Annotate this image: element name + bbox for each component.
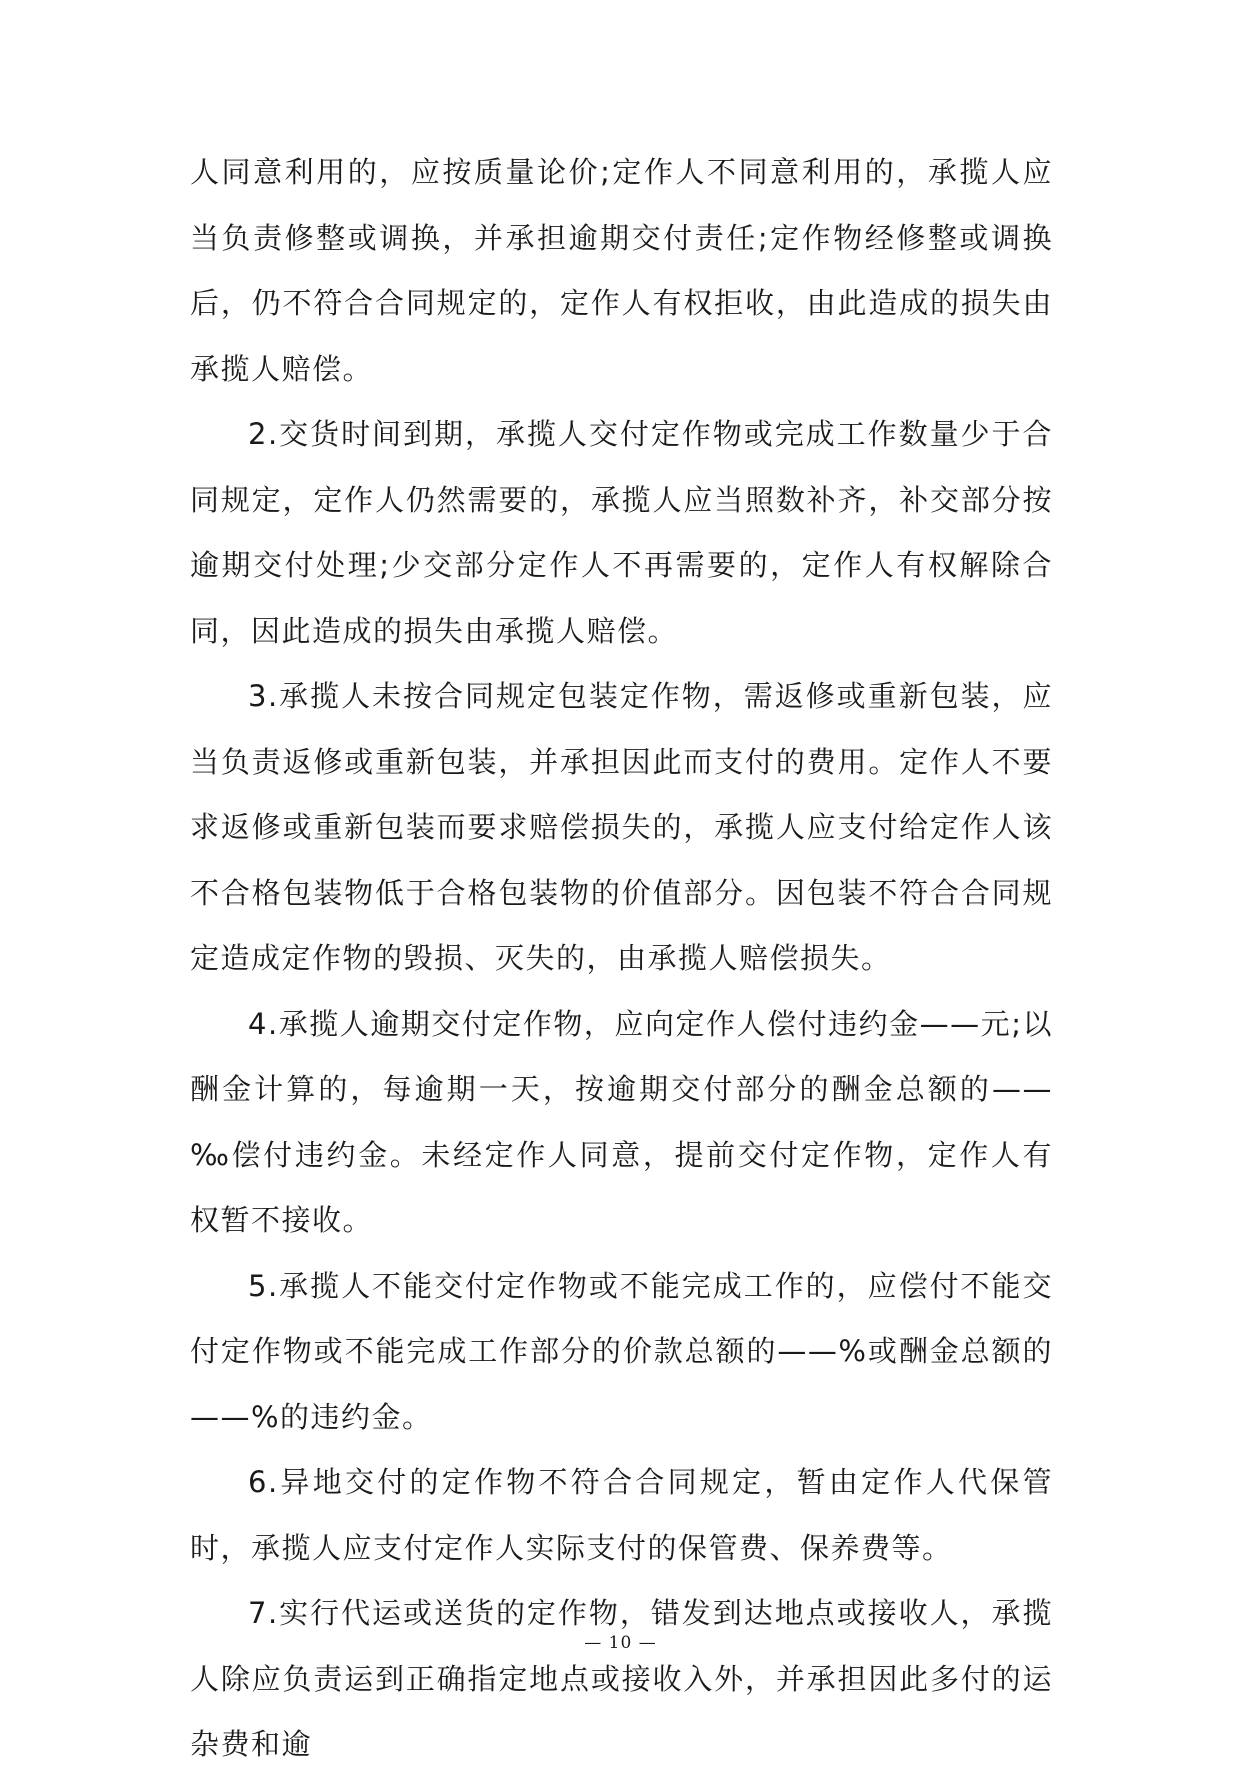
paragraph-clause-4: 4.承揽人逾期交付定作物，应向定作人偿付违约金——元;以酬金计算的，每逾期一天，按逾期交付部分的酬金总额的——‰偿付违约金。未经定作人同意，提前交付定作物，定作人有权暂不接收。 xyxy=(190,1006,1053,1237)
paragraph-clause-7: 7.实行代运或送货的定作物，错发到达地点或接收人，承揽人除应负责运到正确指定地点或接收入外，并承担因此多付的运杂费和逾 xyxy=(190,1596,1053,1761)
paragraph-clause-3: 3.承揽人未按合同规定包装定作物，需返修或重新包装，应当负责返修或重新包装，并承担因此而支付的费用。定作人不要求返修或重新包装而要求赔偿损失的，承揽人应支付给定作人该不合格包装物低于合格包装物的价值部分。因包装不符合合同规定造成定作物的毁损、灭失的，由承揽人赔偿损失。 xyxy=(190,679,1053,975)
page-number: — 10 — xyxy=(584,1633,657,1653)
paragraph-clause-5: 5.承揽人不能交付定作物或不能完成工作的，应偿付不能交付定作物或不能完成工作部分的价款总额的——%或酬金总额的——%的违约金。 xyxy=(190,1268,1053,1434)
paragraph-clause-2: 2.交货时间到期，承揽人交付定作物或完成工作数量少于合同规定，定作人仍然需要的，承揽人应当照数补齐，补交部分按逾期交付处理;少交部分定作人不再需要的，定作人有权解除合同，因此造成的损失由承揽人赔偿。 xyxy=(190,417,1053,648)
paragraph-continued: 人同意利用的，应按质量论价;定作人不同意利用的，承揽人应当负责修整或调换，并承担逾期交付责任;定作物经修整或调换后，仍不符合合同规定的，定作人有权拒收，由此造成的损失由承揽人赔偿。 xyxy=(190,155,1053,386)
paragraph-clause-6: 6.异地交付的定作物不符合合同规定，暂由定作人代保管时，承揽人应支付定作人实际支付的保管费、保养费等。 xyxy=(190,1465,1053,1565)
document-body xyxy=(190,140,1053,1778)
